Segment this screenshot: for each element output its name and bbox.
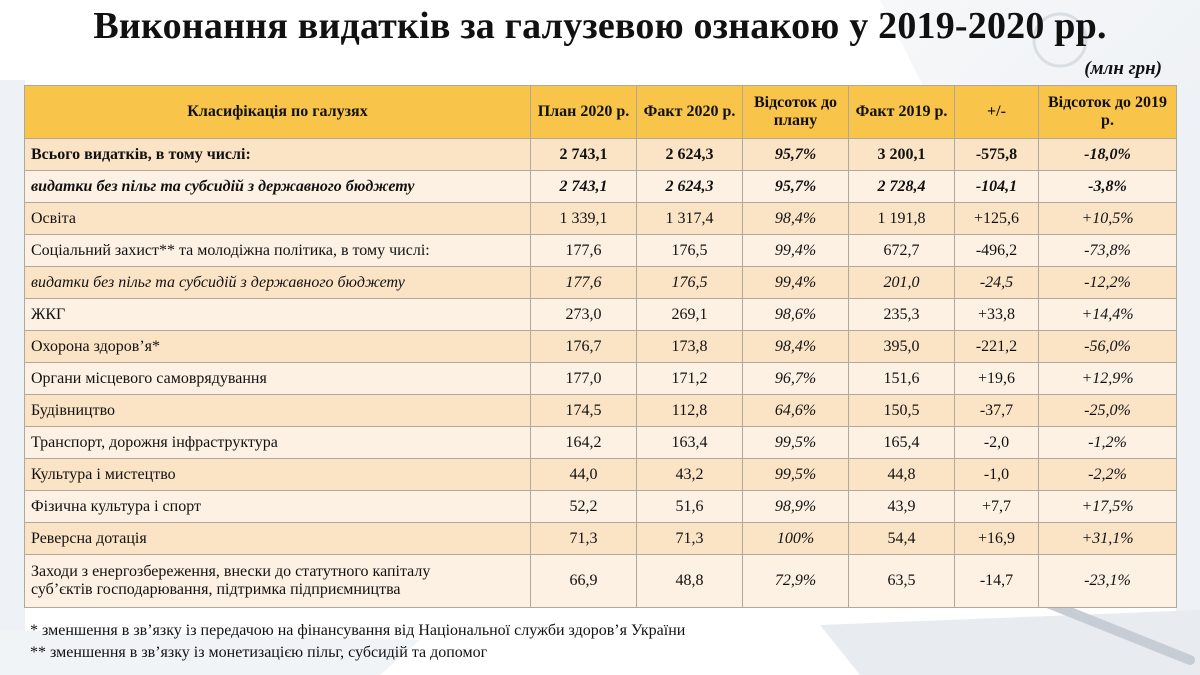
table-row bbox=[25, 427, 1177, 459]
table-row bbox=[25, 491, 1177, 523]
table-header-row bbox=[25, 86, 1177, 139]
cell-fact: 173,8 bbox=[637, 331, 743, 363]
page-title: Виконання видатків за галузевою ознакою у 2019-2020 рр. bbox=[93, 5, 1107, 47]
table-row bbox=[25, 331, 1177, 363]
row-name: видатки без пільг та субсидій з державного бюджету bbox=[25, 171, 531, 203]
cell-percent-plan: 72,9% bbox=[743, 555, 849, 608]
table-row bbox=[25, 395, 1177, 427]
cell-diff: -496,2 bbox=[955, 235, 1039, 267]
cell-fact-2019: 2 728,4 bbox=[849, 171, 955, 203]
cell-percent-2019: -18,0% bbox=[1039, 139, 1177, 171]
cell-percent-plan: 98,9% bbox=[743, 491, 849, 523]
cell-percent-2019: -12,2% bbox=[1039, 267, 1177, 299]
row-name: Органи місцевого самоврядування bbox=[25, 363, 531, 395]
cell-percent-2019: +14,4% bbox=[1039, 299, 1177, 331]
cell-fact-2019: 3 200,1 bbox=[849, 139, 955, 171]
cell-diff: +19,6 bbox=[955, 363, 1039, 395]
cell-fact-2019: 165,4 bbox=[849, 427, 955, 459]
expenditure-table bbox=[24, 85, 1177, 608]
row-name: Соціальний захист** та молодіжна політика, в тому числі: bbox=[25, 235, 531, 267]
row-name: Культура і мистецтво bbox=[25, 459, 531, 491]
cell-percent-2019: +31,1% bbox=[1039, 523, 1177, 555]
cell-fact: 171,2 bbox=[637, 363, 743, 395]
cell-percent-2019: +17,5% bbox=[1039, 491, 1177, 523]
cell-fact: 163,4 bbox=[637, 427, 743, 459]
header-percent-2019: Відсоток до 2019 р. bbox=[1039, 86, 1177, 139]
cell-diff: -37,7 bbox=[955, 395, 1039, 427]
cell-fact: 51,6 bbox=[637, 491, 743, 523]
cell-percent-plan: 99,4% bbox=[743, 267, 849, 299]
row-name: Фізична культура і спорт bbox=[25, 491, 531, 523]
cell-diff: +7,7 bbox=[955, 491, 1039, 523]
cell-diff: -24,5 bbox=[955, 267, 1039, 299]
table-row bbox=[25, 523, 1177, 555]
cell-plan: 52,2 bbox=[531, 491, 637, 523]
header-fact-2019: Факт 2019 р. bbox=[849, 86, 955, 139]
table-row bbox=[25, 267, 1177, 299]
cell-percent-plan: 99,5% bbox=[743, 427, 849, 459]
cell-percent-plan: 98,6% bbox=[743, 299, 849, 331]
row-name: видатки без пільг та субсидій з державного бюджету bbox=[25, 267, 531, 299]
cell-plan: 273,0 bbox=[531, 299, 637, 331]
cell-diff: -2,0 bbox=[955, 427, 1039, 459]
row-name: Реверсна дотація bbox=[25, 523, 531, 555]
cell-diff: -104,1 bbox=[955, 171, 1039, 203]
cell-fact: 1 317,4 bbox=[637, 203, 743, 235]
cell-fact: 2 624,3 bbox=[637, 139, 743, 171]
table-row bbox=[25, 555, 1177, 608]
cell-fact-2019: 151,6 bbox=[849, 363, 955, 395]
table-row bbox=[25, 139, 1177, 171]
cell-percent-plan: 64,6% bbox=[743, 395, 849, 427]
cell-plan: 2 743,1 bbox=[531, 139, 637, 171]
cell-plan: 66,9 bbox=[531, 555, 637, 608]
cell-fact-2019: 395,0 bbox=[849, 331, 955, 363]
cell-plan: 177,6 bbox=[531, 235, 637, 267]
cell-percent-2019: -2,2% bbox=[1039, 459, 1177, 491]
cell-fact-2019: 672,7 bbox=[849, 235, 955, 267]
header-classification: Класифікація по галузях bbox=[25, 86, 531, 139]
cell-percent-plan: 95,7% bbox=[743, 139, 849, 171]
cell-diff: +33,8 bbox=[955, 299, 1039, 331]
cell-fact-2019: 63,5 bbox=[849, 555, 955, 608]
cell-plan: 177,0 bbox=[531, 363, 637, 395]
row-name: Транспорт, дорожня інфраструктура bbox=[25, 427, 531, 459]
cell-fact-2019: 54,4 bbox=[849, 523, 955, 555]
cell-fact-2019: 1 191,8 bbox=[849, 203, 955, 235]
cell-percent-plan: 99,5% bbox=[743, 459, 849, 491]
header-plan-2020: План 2020 р. bbox=[531, 86, 637, 139]
cell-fact: 269,1 bbox=[637, 299, 743, 331]
cell-percent-2019: -73,8% bbox=[1039, 235, 1177, 267]
row-name-line2: суб’єктів господарювання, підтримка підприємництва bbox=[31, 581, 401, 598]
cell-fact-2019: 43,9 bbox=[849, 491, 955, 523]
cell-percent-2019: -25,0% bbox=[1039, 395, 1177, 427]
table-row bbox=[25, 299, 1177, 331]
cell-fact-2019: 44,8 bbox=[849, 459, 955, 491]
cell-fact: 71,3 bbox=[637, 523, 743, 555]
cell-plan: 2 743,1 bbox=[531, 171, 637, 203]
cell-fact-2019: 201,0 bbox=[849, 267, 955, 299]
table-row bbox=[25, 203, 1177, 235]
cell-plan: 176,7 bbox=[531, 331, 637, 363]
row-name-line1: Заходи з енергозбереження, внески до статутного капіталу bbox=[31, 563, 431, 580]
row-name: Охорона здоров’я* bbox=[25, 331, 531, 363]
cell-percent-plan: 96,7% bbox=[743, 363, 849, 395]
cell-percent-2019: +12,9% bbox=[1039, 363, 1177, 395]
cell-fact-2019: 235,3 bbox=[849, 299, 955, 331]
unit-label: (млн грн) bbox=[1084, 58, 1162, 79]
table-row bbox=[25, 363, 1177, 395]
cell-percent-plan: 95,7% bbox=[743, 171, 849, 203]
header-fact-2020: Факт 2020 р. bbox=[637, 86, 743, 139]
footnotes bbox=[30, 620, 685, 664]
row-name: Освіта bbox=[25, 203, 531, 235]
cell-percent-2019: -23,1% bbox=[1039, 555, 1177, 608]
cell-percent-2019: -56,0% bbox=[1039, 331, 1177, 363]
header-diff: +/- bbox=[955, 86, 1039, 139]
row-name bbox=[25, 555, 531, 608]
cell-plan: 177,6 bbox=[531, 267, 637, 299]
cell-diff: +16,9 bbox=[955, 523, 1039, 555]
cell-fact: 176,5 bbox=[637, 267, 743, 299]
row-name: ЖКГ bbox=[25, 299, 531, 331]
table-row bbox=[25, 459, 1177, 491]
cell-diff: -14,7 bbox=[955, 555, 1039, 608]
cell-fact: 43,2 bbox=[637, 459, 743, 491]
header-percent-plan: Відсоток до плану bbox=[743, 86, 849, 139]
cell-diff: -575,8 bbox=[955, 139, 1039, 171]
cell-diff: -1,0 bbox=[955, 459, 1039, 491]
row-name: Будівництво bbox=[25, 395, 531, 427]
cell-plan: 174,5 bbox=[531, 395, 637, 427]
cell-percent-plan: 98,4% bbox=[743, 203, 849, 235]
cell-percent-2019: -1,2% bbox=[1039, 427, 1177, 459]
cell-plan: 71,3 bbox=[531, 523, 637, 555]
cell-diff: +125,6 bbox=[955, 203, 1039, 235]
table-row bbox=[25, 235, 1177, 267]
cell-percent-plan: 99,4% bbox=[743, 235, 849, 267]
cell-fact: 176,5 bbox=[637, 235, 743, 267]
cell-fact-2019: 150,5 bbox=[849, 395, 955, 427]
footnote-1: * зменшення в зв’язку із передачою на фінансування від Національної служби здоров’я України bbox=[30, 622, 686, 639]
cell-percent-plan: 98,4% bbox=[743, 331, 849, 363]
cell-plan: 164,2 bbox=[531, 427, 637, 459]
cell-plan: 1 339,1 bbox=[531, 203, 637, 235]
cell-percent-2019: +10,5% bbox=[1039, 203, 1177, 235]
cell-diff: -221,2 bbox=[955, 331, 1039, 363]
cell-percent-2019: -3,8% bbox=[1039, 171, 1177, 203]
cell-fact: 112,8 bbox=[637, 395, 743, 427]
row-name: Всього видатків, в тому числі: bbox=[25, 139, 531, 171]
cell-fact: 48,8 bbox=[637, 555, 743, 608]
table-row bbox=[25, 171, 1177, 203]
footnote-2: ** зменшення в зв’язку із монетизацією пільг, субсидій та допомог bbox=[30, 644, 488, 661]
cell-plan: 44,0 bbox=[531, 459, 637, 491]
cell-percent-plan: 100% bbox=[743, 523, 849, 555]
cell-fact: 2 624,3 bbox=[637, 171, 743, 203]
